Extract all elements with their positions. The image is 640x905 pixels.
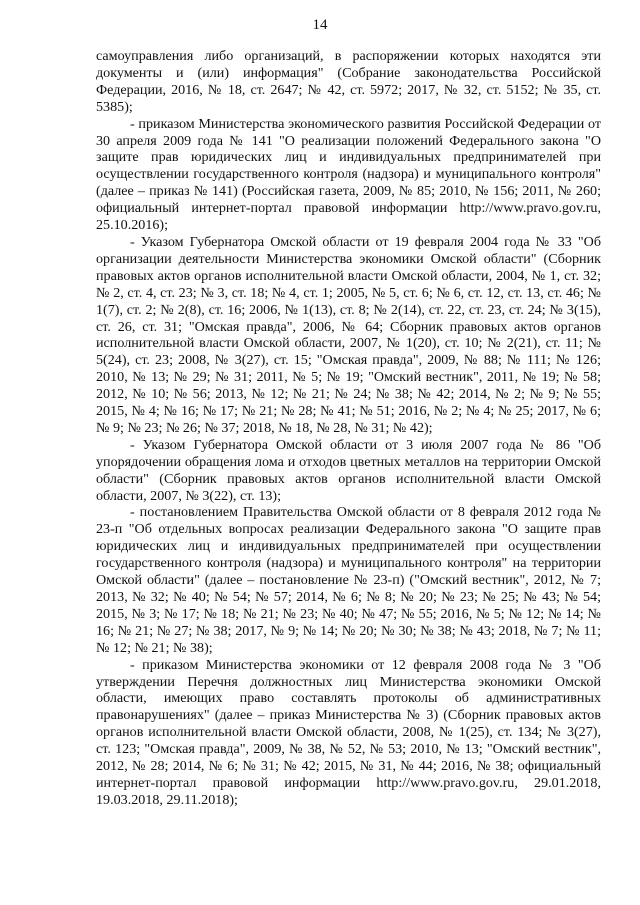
paragraph-decree-33: - Указом Губернатора Омской области от 19 февраля 2004 года № 33 "Об организации деятельности Министерства экономики Омской области" (Сборник правовых актов органов исполнительной власти Омской области, 2004, № 1, ст. 32; № 2, ст. 4, ст. 23; № 3, ст. 18; № 4, ст. 1; 2005, № 5, ст. 6; № 6, ст. 12, ст. 13, ст. 46; № 1(7), ст. 2; № 2(8), ст. 16; 2006, № 1(13), ст. 8; № 2(14), ст. 22, ст. 23, ст. 24; № 3(15), ст. 26, ст. 31; "Омская правда", 2006, № 64; Сборник правовых актов органов исполнительной власти Омской области, 2007, № 1(20), ст. 10; № 2(21), ст. 11; № 5(24), ст. 23; 2008, № 3(27), ст. 15; "Омская правда", 2009, № 88; № 111; № 126; 2010, № 13; № 29; № 31; 2011, № 5; № 19; "Омский вестник", 2011, № 19; № 58; 2012, № 10; № 56; 2013, № 12; № 21; № 24; № 38; № 42; 2014, № 2; № 9; № 55; 2015, № 4; № 16; № 17; № 21; № 28; № 41; № 51; 2016, № 2; № 4; № 25; 2017, № 6; № 9; № 23; № 26; № 37; 2018, № 18, № 28, № 31; № 42); <box>96 233 601 436</box>
paragraph-continuation: самоуправления либо организаций, в распоряжении которых находятся эти документы и (или) информация" (Собрание законодательства Российской Федерации, 2016, № 18, ст. 2647; № 42, ст. 5972; 2017, № 32, ст. 5152; № 35, ст. 5385); <box>96 48 601 115</box>
paragraph-order-3: - приказом Министерства экономики от 12 февраля 2008 года № 3 "Об утверждении Перечня должностных лиц Министерства экономики Омской области, имеющих право составлять протоколы об административных правонарушениях" (далее – приказ Министерства № 3) (Сборник правовых актов органов исполнительной власти Омской области, 2008, № 1(25), ст. 134; № 3(27), ст. 123; "Омская правда", 2009, № 38, № 52, № 53; 2010, № 13; "Омский вестник", 2012, № 28; 2014, № 6; № 31; № 42; 2015, № 31, № 44; 2016, № 38; официальный интернет-портал правовой информации http://www.pravo.gov.ru, 29.01.2018, 19.03.2018, 29.11.2018); <box>96 656 601 808</box>
paragraph-order-141: - приказом Министерства экономического развития Российской Федерации от 30 апреля 2009 года № 141 "О реализации положений Федерального закона "О защите прав юридических лиц и индивидуальных предпринимателей при осуществлении государственного контроля (надзора) и муниципального контроля" (далее – приказ № 141) (Российская газета, 2009, № 85; 2010, № 156; 2011, № 260; официальный интернет-портал правовой информации http://www.pravo.gov.ru, 25.10.2016); <box>96 115 601 234</box>
paragraph-decree-86: - Указом Губернатора Омской области от 3 июля 2007 года № 86 "Об упорядочении обращения лома и отходов цветных металлов на территории Омской области" (Сборник правовых актов органов исполнительной власти Омской области, 2007, № 3(22), ст. 13); <box>96 436 601 504</box>
page-number: 14 <box>312 17 328 33</box>
paragraph-resolution-23p: - постановлением Правительства Омской области от 8 февраля 2012 года № 23-п "Об отдельных вопросах реализации Федерального закона "О защите прав юридических лиц и индивидуальных предпринимателей при осуществлении государственного контроля (надзора) и муниципального контроля" на территории Омской области" (далее – постановление № 23-п) ("Омский вестник", 2012, № 7; 2013, № 32; № 40; № 54; № 57; 2014, № 6; № 8; № 20; № 23; № 25; № 43; № 54; 2015, № 3; № 17; № 18; № 21; № 23; № 40; № 47; № 55; 2016, № 5; № 12; № 14; № 16; № 21; № 27; № 38; 2017, № 9; № 14; № 20; № 30; № 38; № 43; 2018, № 7; № 11; № 12; № 21; № 38); <box>96 504 601 656</box>
document-body <box>96 48 601 809</box>
